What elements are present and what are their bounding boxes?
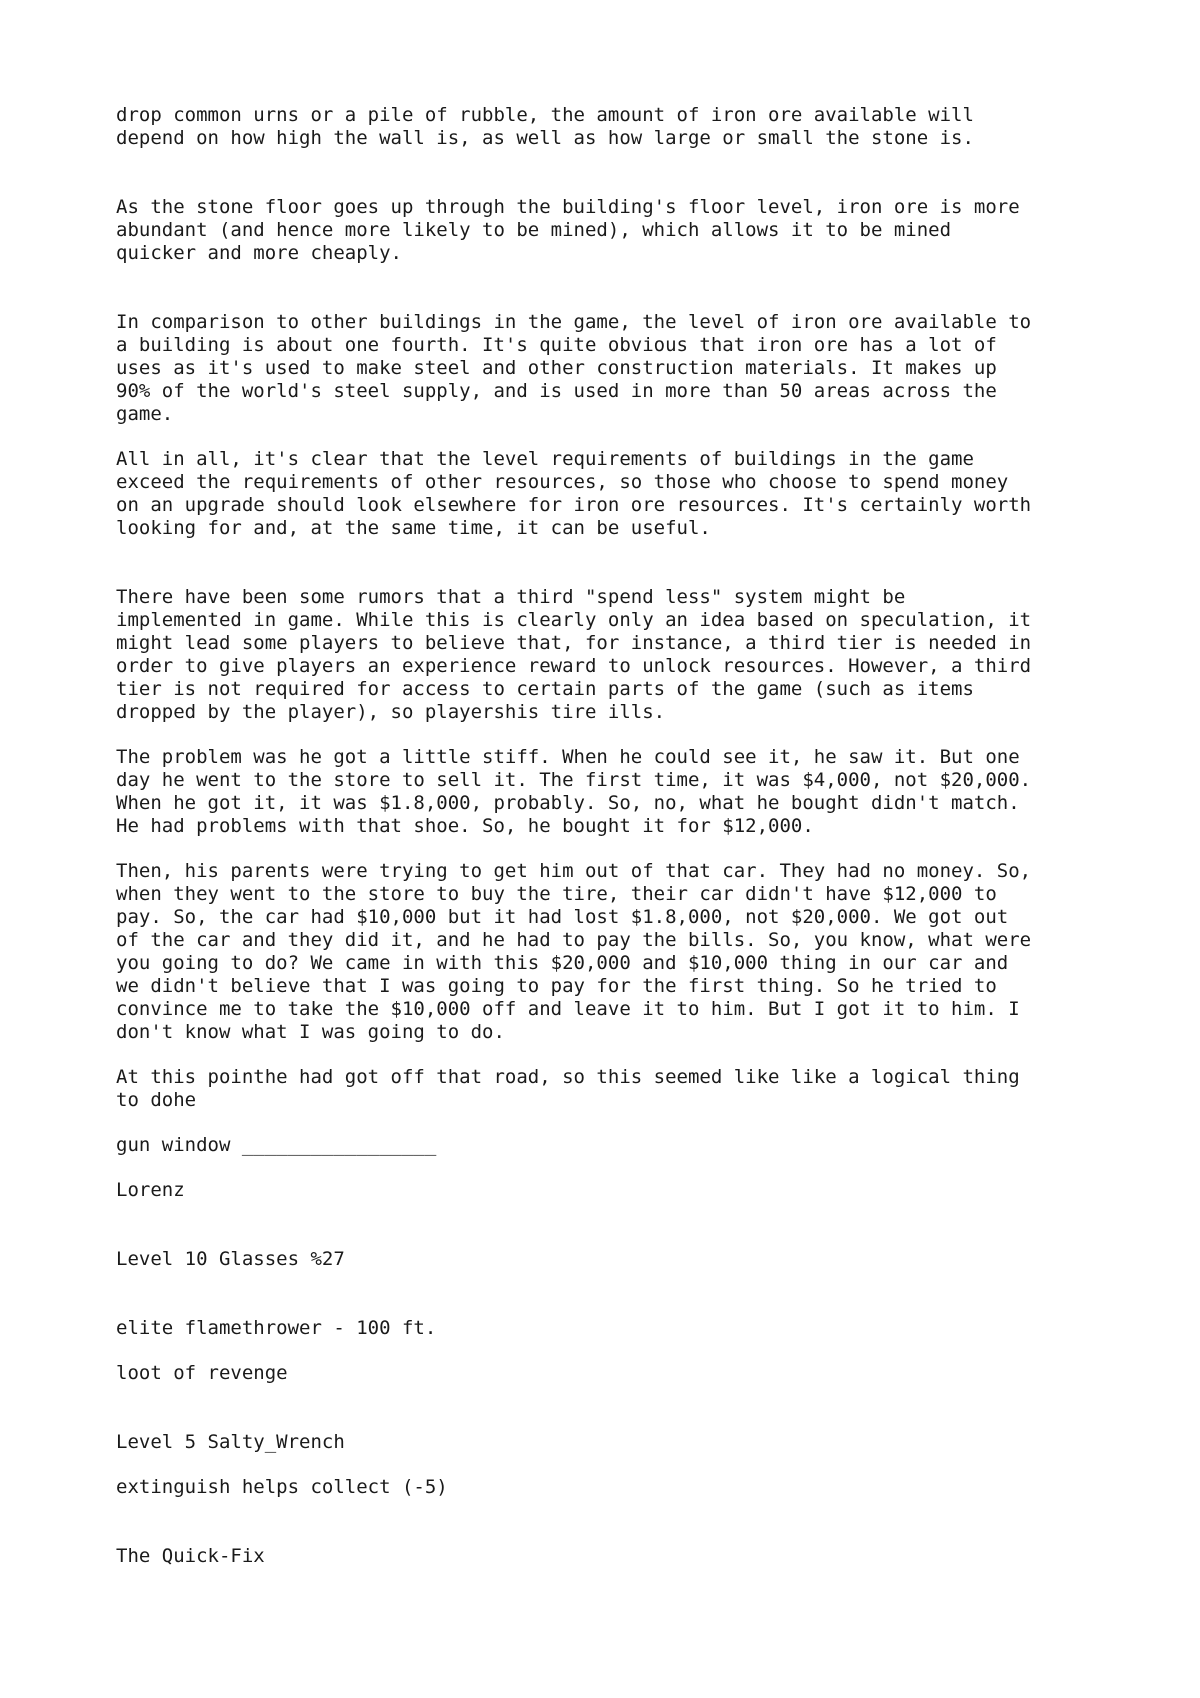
paragraph-2-line-2: abundant (and hence more likely to be mined), which allows it to be mined	[116, 219, 952, 241]
spacer	[116, 1454, 1116, 1476]
paragraph-3-line-3: uses as it's used to make steel and other construction materials. It makes up	[116, 357, 997, 379]
spacer	[116, 1157, 1116, 1179]
paragraph-8-line-2: to dohe	[116, 1089, 197, 1111]
extinguish-helps-collect-line: extinguish helps collect (-5)	[116, 1476, 448, 1498]
paragraph-4-line-1: All in all, it's clear that the level requirements of buildings in the game	[116, 448, 974, 470]
paragraph-7-line-8: don't know what I was going to do.	[116, 1021, 505, 1043]
paragraph-2-line-3: quicker and more cheaply.	[116, 242, 402, 264]
paragraph-3-line-1: In comparison to other buildings in the game, the level of iron ore available to	[116, 311, 1032, 333]
paragraph-7-line-6: we didn't believe that I was going to pay for the first thing. So he tried to	[116, 975, 997, 997]
paragraph-2-line-1: As the stone floor goes up through the building's floor level, iron ore is more	[116, 196, 1020, 218]
spacer	[116, 150, 1116, 196]
spacer	[116, 540, 1116, 586]
the-quick-fix-line: The Quick-Fix	[116, 1545, 265, 1567]
paragraph-5-line-2: implemented in game. While this is clearly only an idea based on speculation, it	[116, 609, 1032, 631]
level-10-glasses-line: Level 10 Glasses %27	[116, 1248, 345, 1270]
paragraph-7-line-2: when they went to the store to buy the tire, their car didn't have $12,000 to	[116, 883, 997, 905]
spacer	[116, 265, 1116, 311]
paragraph-5-line-1: There have been some rumors that a third "spend less" system might be	[116, 586, 906, 608]
loot-of-revenge-line: loot of revenge	[116, 1362, 288, 1384]
gun-window-line: gun window _________________	[116, 1134, 437, 1156]
paragraph-6-line-1: The problem was he got a little stiff. When he could see it, he saw it. But one	[116, 746, 1020, 768]
paragraph-1-line-2: depend on how high the wall is, as well as how large or small the stone is.	[116, 127, 974, 149]
paragraph-3-line-5: game.	[116, 403, 174, 425]
spacer	[116, 1499, 1116, 1545]
level-5-salty-wrench-line: Level 5 Salty_Wrench	[116, 1431, 345, 1453]
spacer	[116, 1044, 1116, 1066]
paragraph-5-line-4: order to give players an experience reward to unlock resources. However, a third	[116, 655, 1032, 677]
paragraph-4-line-4: looking for and, at the same time, it can be useful.	[116, 517, 711, 539]
paragraph-7-line-4: of the car and they did it, and he had to pay the bills. So, you know, what were	[116, 929, 1032, 951]
paragraph-4-line-3: on an upgrade should look elsewhere for iron ore resources. It's certainly worth	[116, 494, 1032, 516]
paragraph-5-line-3: might lead some players to believe that, for instance, a third tier is needed in	[116, 632, 1032, 654]
paragraph-4-line-2: exceed the requirements of other resources, so those who choose to spend money	[116, 471, 1009, 493]
spacer	[116, 724, 1116, 746]
spacer	[116, 426, 1116, 448]
elite-flamethrower-line: elite flamethrower - 100 ft.	[116, 1317, 437, 1339]
paragraph-6-line-3: When he got it, it was $1.8,000, probably. So, no, what he bought didn't match.	[116, 792, 1020, 814]
document-page	[116, 104, 1116, 1568]
spacer	[116, 1202, 1116, 1248]
spacer	[116, 1385, 1116, 1431]
paragraph-7-line-1: Then, his parents were trying to get him out of that car. They had no money. So,	[116, 860, 1032, 882]
paragraph-7-line-5: you going to do? We came in with this $20,000 and $10,000 thing in our car and	[116, 952, 1009, 974]
paragraph-7-line-3: pay. So, the car had $10,000 but it had lost $1.8,000, not $20,000. We got out	[116, 906, 1009, 928]
spacer	[116, 1340, 1116, 1362]
paragraph-5-line-5: tier is not required for access to certain parts of the game (such as items	[116, 678, 974, 700]
paragraph-3-line-2: a building is about one fourth. It's quite obvious that iron ore has a lot of	[116, 334, 997, 356]
paragraph-7-line-7: convince me to take the $10,000 off and leave it to him. But I got it to him. I	[116, 998, 1020, 1020]
spacer	[116, 1112, 1116, 1134]
paragraph-3-line-4: 90% of the world's steel supply, and is used in more than 50 areas across the	[116, 380, 997, 402]
paragraph-8-line-1: At this pointhe had got off that road, so this seemed like like a logical thing	[116, 1066, 1020, 1088]
spacer	[116, 1271, 1116, 1317]
paragraph-6-line-4: He had problems with that shoe. So, he bought it for $12,000.	[116, 815, 814, 837]
paragraph-6-line-2: day he went to the store to sell it. The first time, it was $4,000, not $20,000.	[116, 769, 1032, 791]
paragraph-1-line-1: drop common urns or a pile of rubble, the amount of iron ore available will	[116, 104, 974, 126]
lorenz-line: Lorenz	[116, 1179, 185, 1201]
paragraph-5-line-6: dropped by the player), so playershis tire ills.	[116, 701, 666, 723]
spacer	[116, 838, 1116, 860]
